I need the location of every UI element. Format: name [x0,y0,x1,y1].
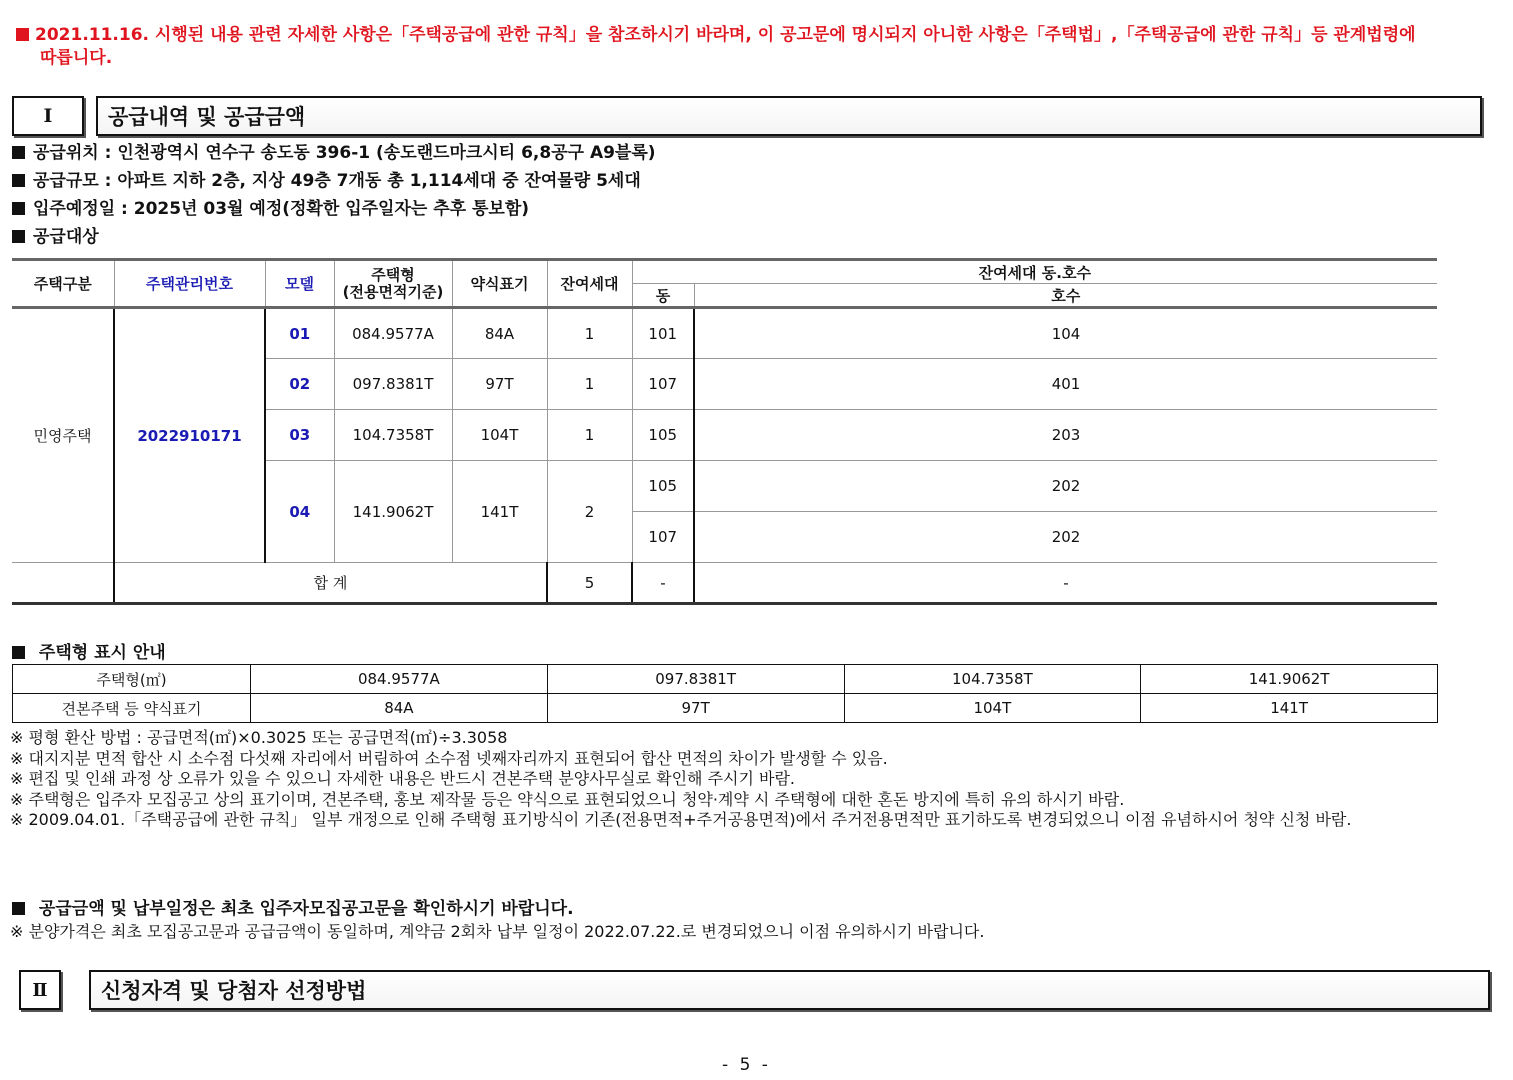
notice-line2: 따릅니다. [40,48,113,68]
cell-dong: 105 [632,461,694,512]
cell-remaining: 1 [547,359,632,410]
bullet-square-icon [12,230,25,243]
cell-size: 084.9577A [334,308,452,359]
cell-ho: 202 [694,512,1437,563]
cell-model: 02 [265,359,334,410]
cell-remaining: 2 [547,461,632,563]
abbr-cell: 141T [1141,694,1438,723]
th-unit-group: 잔여세대 동.호수 [632,260,1437,284]
notice-line1: 2021.11.16. 시행된 내용 관련 자세한 사항은「주택공급에 관한 규칙」을 참조하시기 바라며, 이 공고문에 명시되지 아니한 사항은「주택법」,「주택공급에 관한 규칙」등 관계법령에 [35,25,1416,45]
cell-abbr: 84A [452,308,547,359]
note-item: ※ 평형 환산 방법 : 공급면적(㎡)×0.3025 또는 공급면적(㎡)÷3.3058 [10,728,508,747]
info-move-in: 입주예정일 : 2025년 03월 예정(정확한 입주일자는 추후 통보함) [12,195,656,223]
cell-abbr: 104T [452,410,547,461]
th-house-type: 주택구분 [12,260,114,308]
abbr-row [13,694,1438,723]
cell-size: 104.7358T [334,410,452,461]
section-2-title: 신청자격 및 당첨자 선정방법 [89,970,1490,1010]
type-cell: 141.9062T [1141,665,1438,694]
cell-ho: 104 [694,308,1437,359]
notice [16,24,1496,70]
note-item: ※ 편집 및 인쇄 과정 상 오류가 있을 수 있으니 자세한 내용은 반드시 견본주택 분양사무실로 확인해 주시기 바람. [10,769,796,788]
cell-dong: 101 [632,308,694,359]
supply-info [12,139,656,251]
page-number: - 5 - [722,1055,771,1075]
info-location: 공급위치 : 인천광역시 연수구 송도동 396-1 (송도랜드마크시티 6,8공구 A9블록) [12,139,656,167]
cell-total-dong: - [632,563,694,604]
cell-total-remaining: 5 [547,563,632,604]
supply-table [12,258,1437,605]
bullet-square-icon [12,174,25,187]
th-mgmt-no: 주택관리번호 [114,260,265,308]
cell-model: 03 [265,410,334,461]
section-2-header [19,970,1490,1010]
abbr-cell: 84A [251,694,548,723]
abbr-cell: 97T [547,694,844,723]
cell-model: 04 [265,461,334,563]
th-ho: 호수 [694,284,1437,308]
cell-mgmt-no: 2022910171 [114,308,265,563]
section-1-number: I [12,96,84,136]
cell-dong: 107 [632,512,694,563]
cell-ho: 202 [694,461,1437,512]
bullet-square-icon [12,146,25,159]
th-remaining: 잔여세대 [547,260,632,308]
red-square-icon [16,28,29,41]
note-item: ※ 2009.04.01.「주택공급에 관한 규칙」 일부 개정으로 인해 주택형 표기방식이 기존(전용면적+주거공용면적)에서 주거전용면적만 표기하도록 변경되었으니 이점 유념하시어 청약 신청 바람. [10,810,1352,829]
type-cell: 104.7358T [844,665,1141,694]
th-dong: 동 [632,284,694,308]
bullet-square-icon [12,902,25,915]
cell-ho: 401 [694,359,1437,410]
cell-total-ho: - [694,563,1437,604]
cell-total-empty [12,563,114,604]
section-2-number: Ⅱ [19,970,61,1010]
table-total-row [12,563,1437,604]
cell-ho: 203 [694,410,1437,461]
type-row [13,665,1438,694]
type-guide-table [12,664,1438,723]
cell-remaining: 1 [547,410,632,461]
cell-size: 097.8381T [334,359,452,410]
cell-house-type: 민영주택 [12,308,114,563]
type-cell: 097.8381T [547,665,844,694]
cell-remaining: 1 [547,308,632,359]
note-item: ※ 주택형은 입주자 모집공고 상의 표기이며, 견본주택, 홍보 제작물 등은 약식으로 표현되었으니 청약·계약 시 주택형에 대한 혼돈 방지에 특히 유의 하시기 바람. [10,789,1125,809]
cell-model: 01 [265,308,334,359]
abbr-row-label: 견본주택 등 약식표기 [13,694,251,723]
cell-dong: 107 [632,359,694,410]
info-target: 공급대상 [12,223,656,251]
section-1-title: 공급내역 및 공급금액 [96,96,1482,136]
cell-dong: 105 [632,410,694,461]
notes-list [10,728,1480,831]
cell-total-label: 합 계 [114,563,547,604]
note-item: ※ 대지지분 면적 합산 시 소수점 다섯째 자리에서 버림하여 소수점 넷째자리까지 표현되어 합산 면적의 차이가 발생할 수 있음. [10,748,888,768]
type-cell: 084.9577A [251,665,548,694]
info-scale: 공급규모 : 아파트 지하 2층, 지상 49층 7개동 총 1,114세대 중 잔여물량 5세대 [12,167,656,195]
payment-heading: 공급금액 및 납부일정은 최초 입주자모집공고문을 확인하시기 바랍니다. [12,894,574,919]
th-size: 주택형 (전용면적기준) [334,260,452,308]
th-model: 모델 [265,260,334,308]
table-row [12,308,1437,359]
payment-note: ※ 분양가격은 최초 모집공고문과 공급금액이 동일하며, 계약금 2회차 납부 일정이 2022.07.22.로 변경되었으니 이점 유의하시기 바랍니다. [10,922,985,941]
bullet-square-icon [12,202,25,215]
type-guide-heading: 주택형 표시 안내 [12,638,166,663]
cell-abbr: 141T [452,461,547,563]
section-1-header [12,96,1482,136]
cell-abbr: 97T [452,359,547,410]
abbr-cell: 104T [844,694,1141,723]
bullet-square-icon [12,646,25,659]
type-row-label: 주택형(㎡) [13,665,251,694]
cell-size: 141.9062T [334,461,452,563]
th-abbr: 약식표기 [452,260,547,308]
